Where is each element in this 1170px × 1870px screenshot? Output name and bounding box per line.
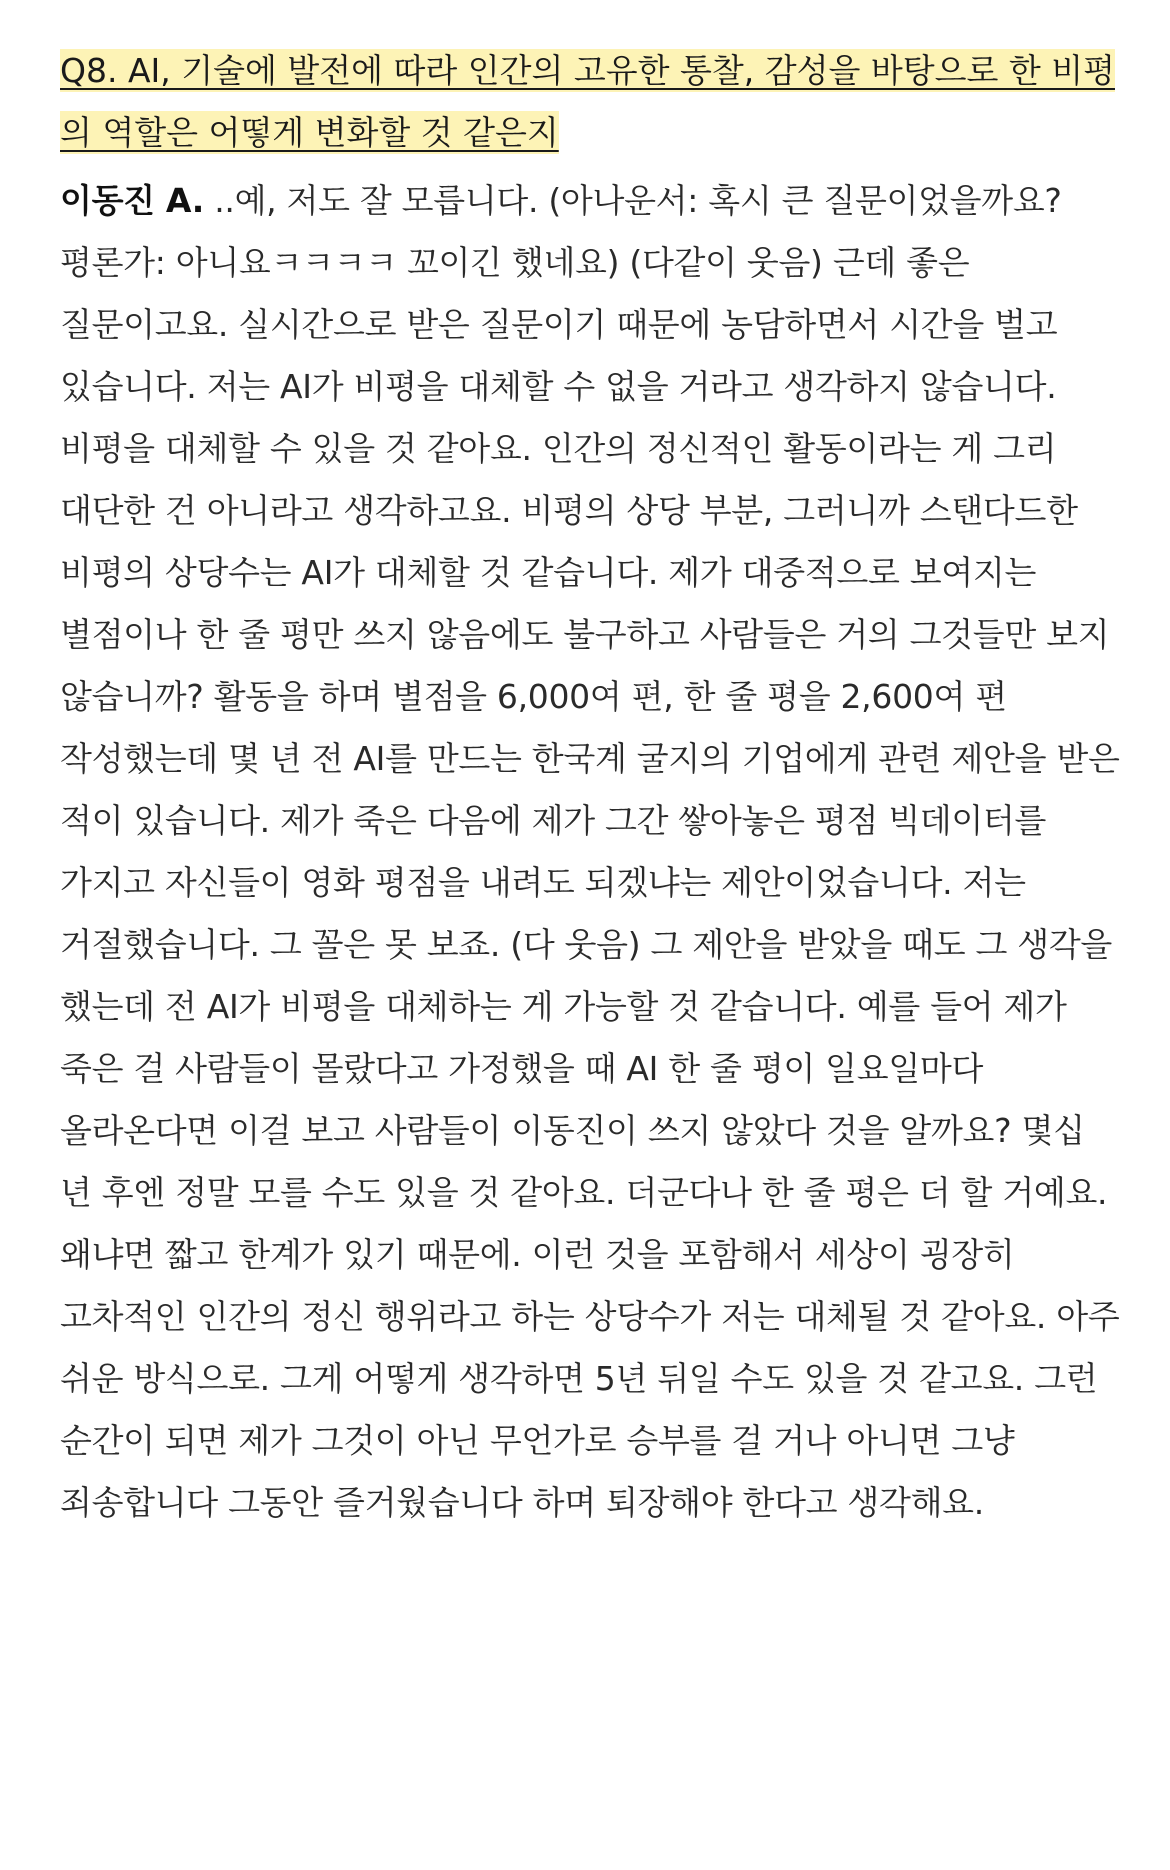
question-highlight — [60, 49, 1115, 154]
answer-speaker: 이동진 A. — [60, 181, 205, 220]
interview-document — [60, 40, 1120, 1534]
question-text: AI, 기술에 발전에 따라 인간의 고유한 통찰, 감성을 바탕으로 한 비평의 역할은 어떻게 변화할 것 같은지 — [60, 51, 1115, 152]
answer-paragraph — [60, 170, 1120, 1534]
question-label: Q8. — [60, 51, 118, 90]
question-heading — [60, 40, 1120, 164]
answer-text: ..예, 저도 잘 모릅니다. (아나운서: 혹시 큰 질문이었을까요? 평론가: 아니요ㅋㅋㅋㅋ 꼬이긴 했네요) (다같이 웃음) 근데 좋은 질문이고요. 실시간으로 받은 질문이기 때문에 농담하면서 시간을 벌고 있습니다. 저는 AI가 비평을 대체할 수 없을 거라고 생각하지 않습니다. 비평을 대체할 수 있을 것 같아요. 인간의 정신적인 활동이라는 게 그리 대단한 건 아니라고 생각하고요. 비평의 상당 부분, 그러니까 스탠다드한 비평의 상당수는 AI가 대체할 것 같습니다. 제가 대중적으로 보여지는 별점이나 한 줄 평만 쓰지 않음에도 불구하고 사람들은 거의 그것들만 보지 않습니까? 활동을 하며 별점을 6,000여 편, 한 줄 평을 2,600여 편 작성했는데 몇 년 전 AI를 만드는 한국계 굴지의 기업에게 관련 제안을 받은 적이 있습니다. 제가 죽은 다음에 제가 그간 쌓아놓은 평점 빅데이터를 가지고 자신들이 영화 평점을 내려도 되겠냐는 제안이었습니다. 저는 거절했습니다. 그 꼴은 못 보죠. (다 웃음) 그 제안을 받았을 때도 그 생각을 했는데 전 AI가 비평을 대체하는 게 가능할 것 같습니다. 예를 들어 제가 죽은 걸 사람들이 몰랐다고 가정했을 때 AI 한 줄 평이 일요일마다 올라온다면 이걸 보고 사람들이 이동진이 쓰지 않았다 것을 알까요? 몇십 년 후엔 정말 모를 수도 있을 것 같아요. 더군다나 한 줄 평은 더 할 거예요. 왜냐면 짧고 한계가 있기 때문에. 이런 것을 포함해서 세상이 굉장히 고차적인 인간의 정신 행위라고 하는 상당수가 저는 대체될 것 같아요. 아주 쉬운 방식으로. 그게 어떻게 생각하면 5년 뒤일 수도 있을 것 같고요. 그런 순간이 되면 제가 그것이 아닌 무언가로 승부를 걸 거나 아니면 그냥 죄송합니다 그동안 즐거웠습니다 하며 퇴장해야 한다고 생각해요. — [60, 181, 1120, 1522]
